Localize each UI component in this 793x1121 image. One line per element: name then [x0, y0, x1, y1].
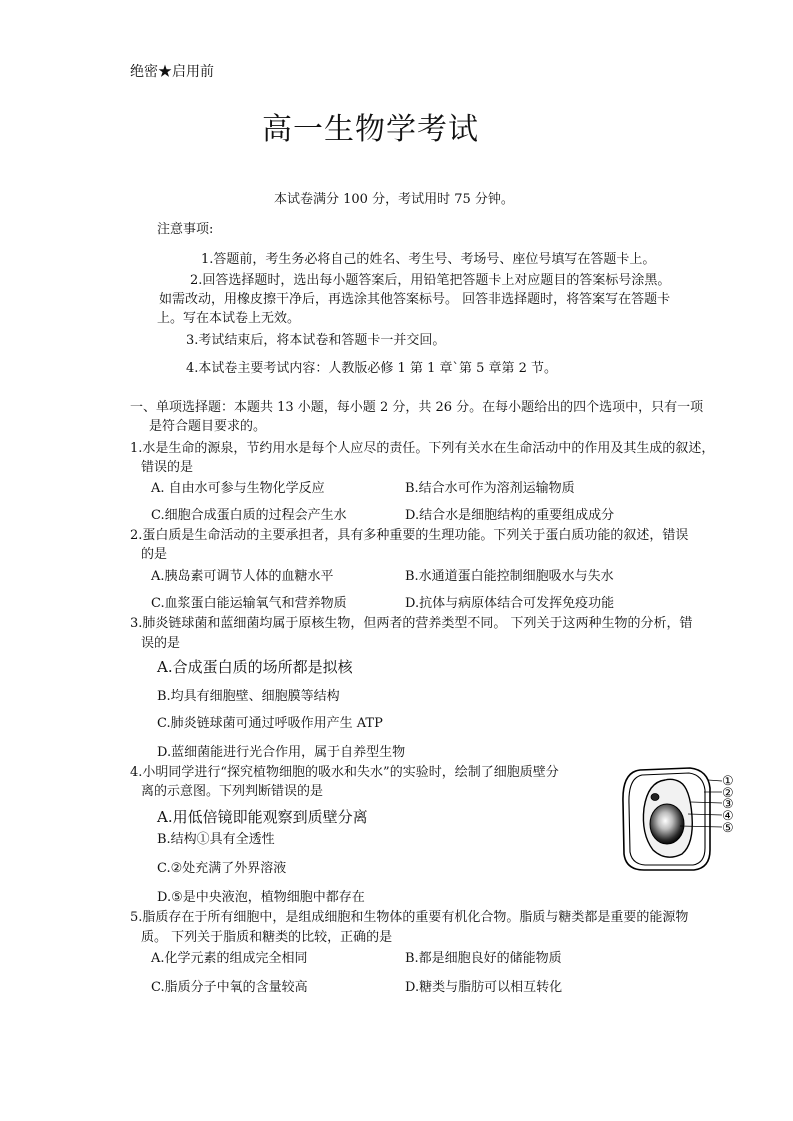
- question-1-stem-line-1: 1.水是生命的源泉，节约用水是每个人应尽的责任。下列有关水在生命活动中的作用及其生成的叙述，: [130, 441, 715, 456]
- question-3-option-c: C.肺炎链球菌可通过呼吸作用产生 ATP: [157, 716, 383, 731]
- question-4-option-c: C.②处充满了外界溶液: [157, 861, 287, 876]
- notice-item-2-line-3: 上。写在本试卷上无效。: [157, 311, 301, 326]
- question-2-stem-line-1: 2.蛋白质是生命活动的主要承担者，具有多种重要的生理功能。下列关于蛋白质功能的叙述，错误: [130, 528, 689, 543]
- figure-label-1: ①: [722, 774, 734, 789]
- question-4-stem-line-1: 4.小明同学进行“探究植物细胞的吸水和失水”的实验时，绘制了细胞质壁分: [130, 765, 559, 780]
- question-5-stem-line-2: 质。 下列关于脂质和糖类的比较，正确的是: [141, 930, 393, 945]
- question-2-option-b: B.水通道蛋白能控制细胞吸水与失水: [405, 569, 614, 584]
- question-4-stem-line-2: 离的示意图。下列判断错误的是: [141, 784, 324, 799]
- question-2-option-a: A.胰岛素可调节人体的血糖水平: [151, 569, 334, 584]
- question-4-option-a: A.用低倍镜即能观察到质壁分离: [157, 808, 368, 826]
- question-1-option-b: B.结合水可作为溶剂运输物质: [405, 481, 575, 496]
- question-3-option-a: A.合成蛋白质的场所都是拟核: [157, 658, 353, 676]
- question-1-option-a: A. 自由水可参与生物化学反应: [151, 481, 325, 496]
- section-heading-line-2: 是符合题目要求的。: [149, 419, 267, 434]
- question-5-stem-line-1: 5.脂质存在于所有细胞中，是组成细胞和生物体的重要有机化合物。脂质与糖类都是重要的能源物: [130, 910, 689, 925]
- question-2-option-d: D.抗体与病原体结合可发挥免疫功能: [405, 596, 615, 611]
- question-5-option-a: A.化学元素的组成完全相同: [151, 951, 308, 966]
- question-3-option-b: B.均具有细胞壁、细胞膜等结构: [157, 689, 340, 704]
- question-2-option-c: C.血浆蛋白能运输氧气和营养物质: [151, 596, 347, 611]
- nucleus: [651, 794, 659, 801]
- notice-item-4: 4.本试卷主要考试内容：人教版必修 1 第 1 章`第 5 章第 2 节。: [186, 361, 558, 376]
- question-3-stem-line-2: 误的是: [141, 636, 181, 651]
- question-5-option-c: C.脂质分子中氧的含量较高: [151, 980, 308, 995]
- plant-cell-plasmolysis-figure: [618, 762, 744, 876]
- question-4-option-b: B.结构①具有全透性: [157, 832, 275, 847]
- notice-item-2-line-1: 2.回答选择题时，选出每小题答案后，用铅笔把答题卡上对应题目的答案标号涂黑。: [190, 273, 671, 288]
- figure-label-5: ⑤: [722, 821, 734, 836]
- question-3-option-d: D.蓝细菌能进行光合作用，属于自养型生物: [157, 745, 406, 760]
- figure-label-4: ④: [722, 809, 734, 824]
- question-4-option-d: D.⑤是中央液泡，植物细胞中都存在: [157, 890, 365, 905]
- confidential-mark: 绝密★启用前: [130, 64, 214, 80]
- central-vacuole: [650, 804, 684, 844]
- question-3-stem-line-1: 3.肺炎链球菌和蓝细菌均属于原核生物，但两者的营养类型不同。 下列关于这两种生物的分析，错: [130, 616, 693, 631]
- figure-label-3: ③: [722, 797, 734, 812]
- question-5-option-d: D.糖类与脂肪可以相互转化: [405, 980, 563, 995]
- notice-item-3: 3.考试结束后，将本试卷和答题卡一并交回。: [186, 333, 446, 348]
- question-2-stem-line-2: 的是: [141, 547, 168, 562]
- figure-label-2: ②: [722, 786, 734, 801]
- notice-item-2-line-2: 如需改动，用橡皮擦干净后，再选涂其他答案标号。 回答非选择题时，将答案写在答题卡: [159, 292, 671, 307]
- question-1-option-d: D.结合水是细胞结构的重要组成成分: [405, 508, 615, 523]
- section-heading-line-1: 一、单项选择题：本题共 13 小题，每小题 2 分，共 26 分。在每小题给出的四个选项中，只有一项: [130, 400, 704, 415]
- question-1-stem-line-2: 错误的是: [141, 460, 194, 475]
- page-title: 高一生物学考试: [262, 112, 479, 147]
- question-5-option-b: B.都是细胞良好的储能物质: [405, 951, 562, 966]
- notice-heading: 注意事项:: [157, 222, 214, 237]
- question-1-option-c: C.细胞合成蛋白质的过程会产生水: [151, 508, 347, 523]
- exam-subtitle: 本试卷满分 100 分，考试用时 75 分钟。: [274, 192, 514, 207]
- notice-item-1: 1.答题前，考生务必将自己的姓名、考生号、考场号、座位号填写在答题卡上。: [201, 252, 656, 267]
